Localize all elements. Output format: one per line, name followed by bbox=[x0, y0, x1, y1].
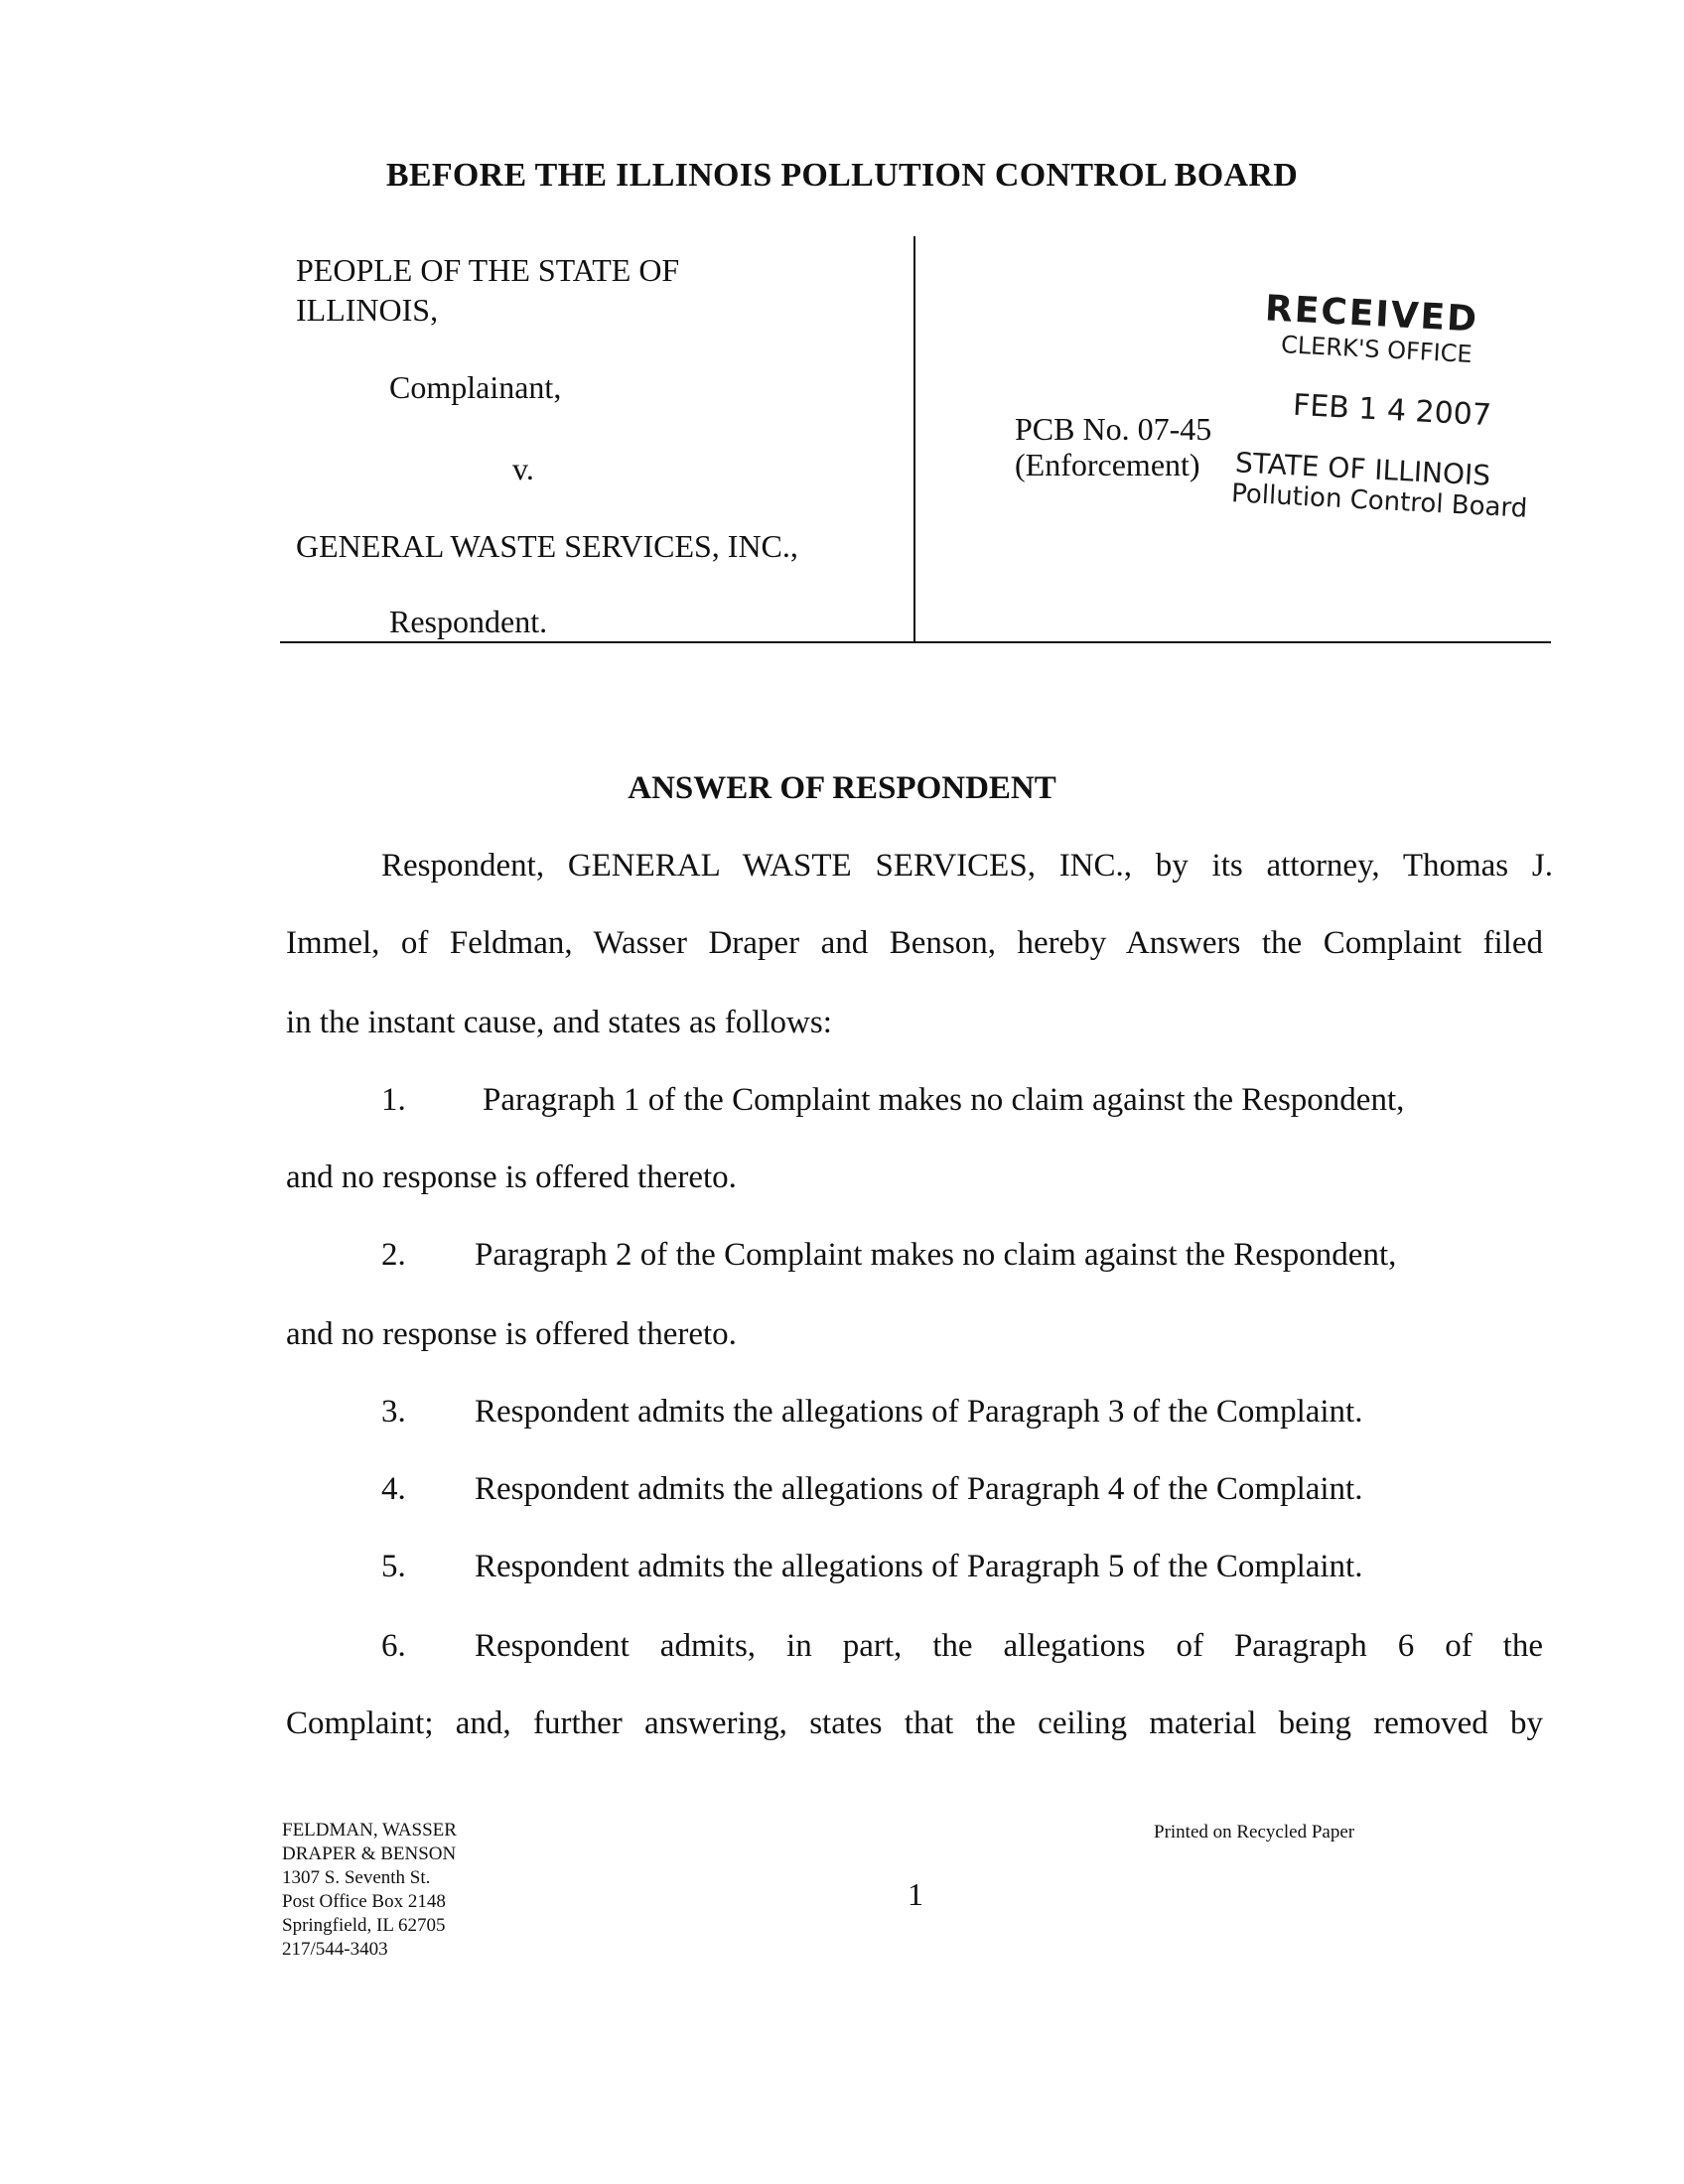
paragraph-number: 1. bbox=[381, 1082, 406, 1118]
paragraph-text: Respondent admits the allegations of Paragraph 4 of the Complaint. bbox=[475, 1471, 1363, 1507]
stamp-clerks-office: CLERK'S OFFICE bbox=[1280, 330, 1474, 369]
defendant-name: GENERAL WASTE SERVICES, INC., bbox=[296, 528, 798, 564]
plaintiff-name-line2: ILLINOIS, bbox=[296, 292, 439, 328]
paragraph-number: 3. bbox=[381, 1394, 406, 1430]
paragraph-text: Paragraph 1 of the Complaint makes no claim against the Respondent, bbox=[483, 1082, 1405, 1118]
paragraph-text: Paragraph 2 of the Complaint makes no claim against the Respondent, bbox=[475, 1237, 1397, 1273]
paragraph-number: 5. bbox=[381, 1549, 406, 1584]
caption-divider-horizontal bbox=[280, 641, 1551, 643]
paragraph-text: Respondent admits the allegations of Paragraph 3 of the Complaint. bbox=[475, 1394, 1363, 1430]
document-title: ANSWER OF RESPONDENT bbox=[628, 770, 1056, 806]
page-number: 1 bbox=[908, 1876, 923, 1912]
firm-address-line: Springfield, IL 62705 bbox=[282, 1915, 446, 1936]
paragraph-number: 4. bbox=[381, 1471, 406, 1507]
plaintiff-role: Complainant, bbox=[389, 369, 562, 405]
paragraph-text-continued: Complaint; and, further answering, states that the ceiling material being removed by bbox=[286, 1706, 1543, 1741]
recycled-paper-note: Printed on Recycled Paper bbox=[1154, 1822, 1355, 1843]
stamp-received: RECEIVED bbox=[1264, 288, 1479, 341]
versus: v. bbox=[512, 451, 534, 486]
firm-address-line: 217/544-3403 bbox=[282, 1939, 388, 1960]
firm-address-line: 1307 S. Seventh St. bbox=[282, 1867, 431, 1888]
paragraph-text: Respondent admits, in part, the allegations of Paragraph 6 of the bbox=[475, 1628, 1543, 1664]
paragraph-text: Respondent admits the allegations of Paragraph 5 of the Complaint. bbox=[475, 1549, 1363, 1584]
paragraph-number: 6. bbox=[381, 1628, 406, 1664]
case-type: (Enforcement) bbox=[1015, 447, 1200, 482]
firm-address-line: Post Office Box 2148 bbox=[282, 1891, 446, 1912]
paragraph-number: 2. bbox=[381, 1237, 406, 1273]
caption-divider-vertical bbox=[913, 236, 915, 643]
firm-address-line: FELDMAN, WASSER bbox=[282, 1820, 457, 1841]
plaintiff-name-line1: PEOPLE OF THE STATE OF bbox=[296, 252, 680, 288]
intro-line-3: in the instant cause, and states as follows: bbox=[286, 1005, 832, 1040]
court-title: BEFORE THE ILLINOIS POLLUTION CONTROL BOARD bbox=[385, 157, 1299, 194]
stamp-date: FEB 1 4 2007 bbox=[1292, 387, 1492, 434]
intro-line-1: Respondent, GENERAL WASTE SERVICES, INC., by its attorney, Thomas J. bbox=[381, 848, 1553, 884]
case-number: PCB No. 07-45 bbox=[1015, 411, 1212, 447]
stamp-board: Pollution Control Board bbox=[1230, 478, 1528, 524]
firm-address-line: DRAPER & BENSON bbox=[282, 1843, 457, 1864]
intro-line-2: Immel, of Feldman, Wasser Draper and Benson, hereby Answers the Complaint filed bbox=[286, 925, 1543, 961]
paragraph-text-continued: and no response is offered thereto. bbox=[286, 1316, 737, 1352]
paragraph-text-continued: and no response is offered thereto. bbox=[286, 1160, 737, 1195]
stamp-state: STATE OF ILLINOIS bbox=[1234, 446, 1491, 492]
defendant-role: Respondent. bbox=[389, 604, 548, 639]
